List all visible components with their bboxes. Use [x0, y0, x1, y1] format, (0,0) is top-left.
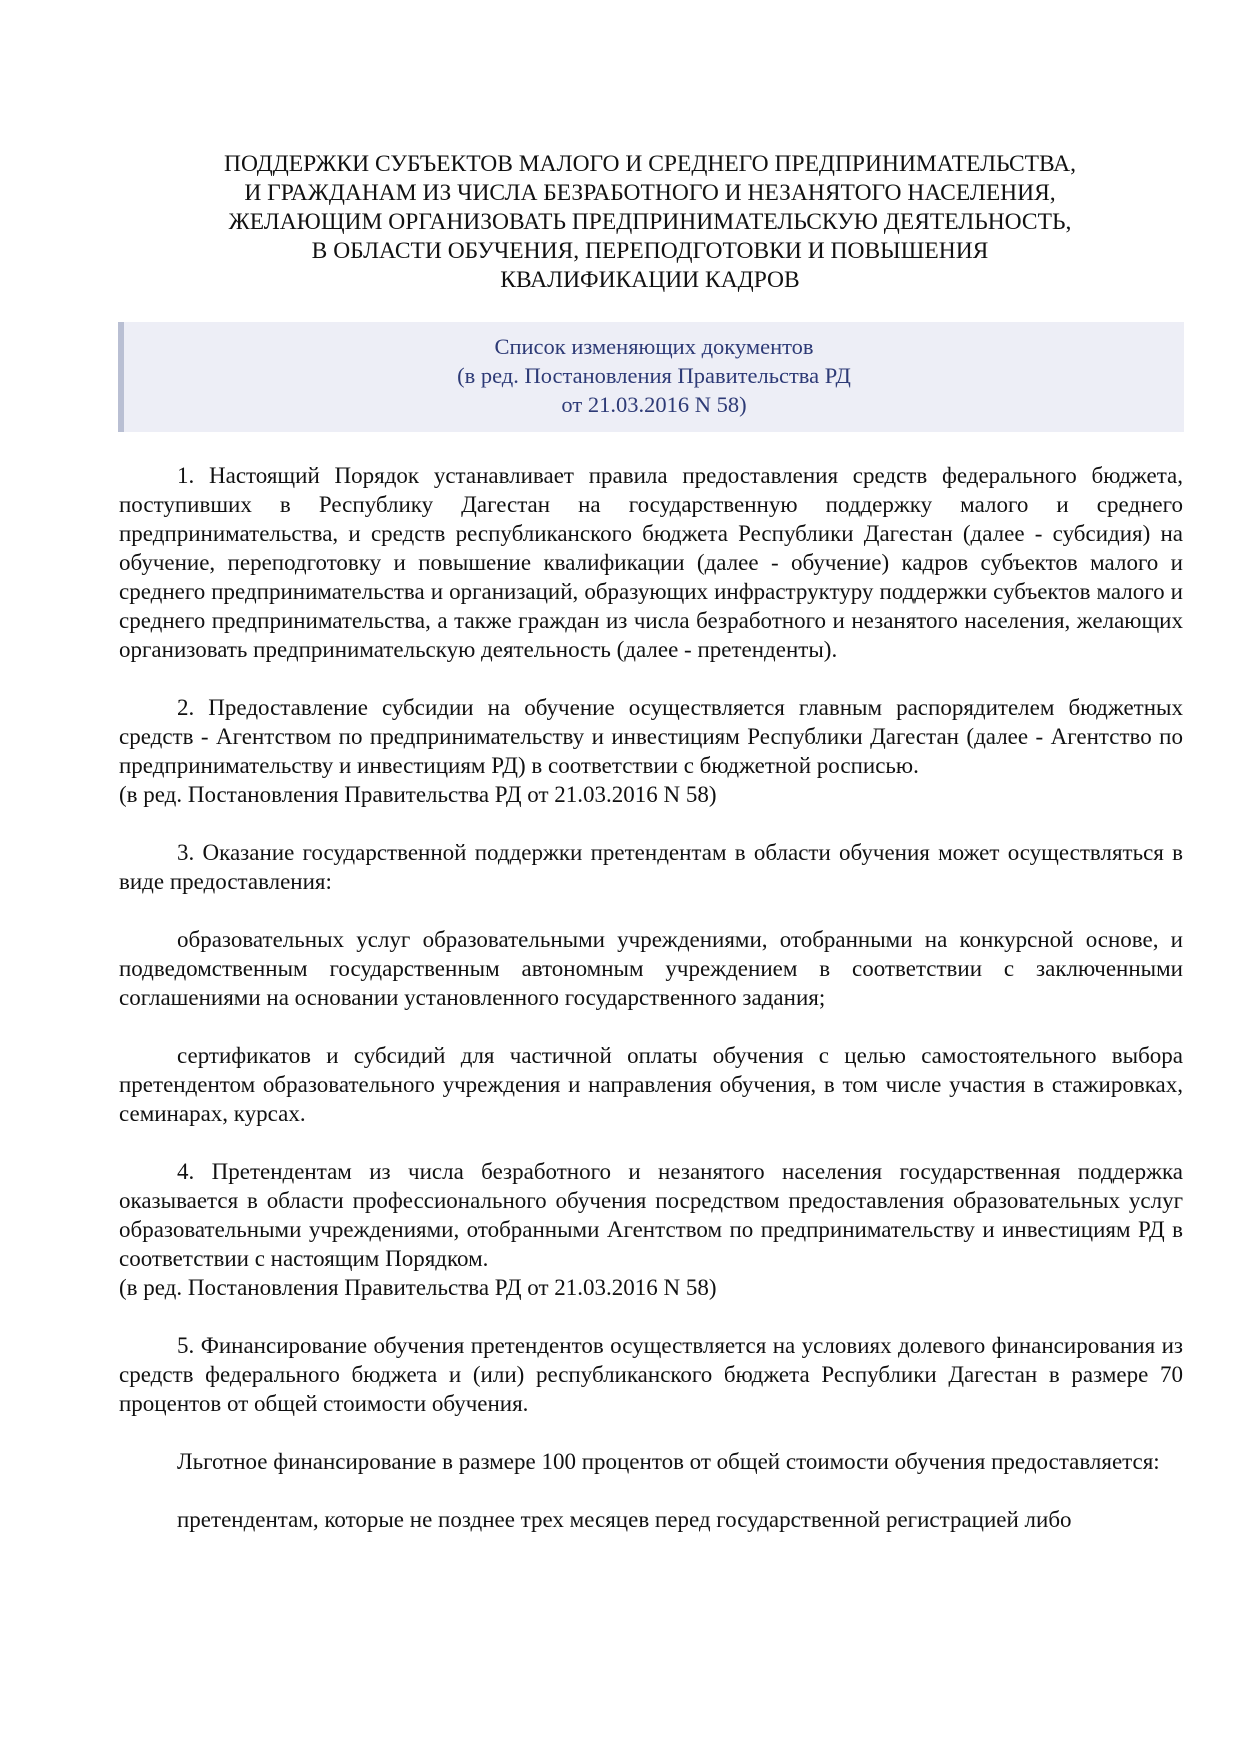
amendment-note-2: (в ред. Постановления Правительства РД от 21.03.2016 N 58): [119, 1275, 717, 1300]
document-body: [119, 461, 1183, 1534]
paragraph-1: 1. Настоящий Порядок устанавливает правила предоставления средств федерального бюджета, поступивших в Республику Дагестан на государственную поддержку малого и среднего предпринимательства, и средств республиканского бюджета Республики Дагестан (далее - субсидия) на обучение, переподготовку и повышение квалификации (далее - обучение) кадров субъектов малого и среднего предпринимательства и организаций, образующих инфраструктуру поддержки субъектов малого и среднего предпринимательства, а также граждан из числа безработного и незанятого населения, желающих организовать предпринимательскую деятельность (далее - претенденты).: [119, 463, 1183, 662]
revisions-line-2: (в ред. Постановления Правительства РД: [457, 363, 851, 388]
title-line-5: КВАЛИФИКАЦИИ КАДРОВ: [500, 267, 800, 293]
title-line-1: ПОДДЕРЖКИ СУБЪЕКТОВ МАЛОГО И СРЕДНЕГО ПРЕДПРИНИМАТЕЛЬСТВА,: [223, 151, 1077, 177]
revisions-box: [118, 322, 1184, 432]
paragraph-3: 3. Оказание государственной поддержки претендентам в области обучения может осуществляться в виде предоставления:: [119, 840, 1183, 894]
revisions-line-3: от 21.03.2016 N 58): [561, 392, 747, 417]
paragraph-4: 4. Претендентам из числа безработного и незанятого населения государственная поддержка оказывается в области профессионального обучения посредством предоставления образовательных услуг образовательными учреждениями, отобранными Агентством по предпринимательству и инвестициям РД в соответствии с настоящим Порядком.: [119, 1159, 1183, 1271]
paragraph-3-item-2: сертификатов и субсидий для частичной оплаты обучения с целью самостоятельного выбора претендентом образовательного учреждения и направления обучения, в том числе участия в стажировках, семинарах, курсах.: [119, 1043, 1183, 1126]
title-line-2: И ГРАЖДАНАМ ИЗ ЧИСЛА БЕЗРАБОТНОГО И НЕЗАНЯТОГО НАСЕЛЕНИЯ,: [244, 180, 1056, 206]
paragraph-5: 5. Финансирование обучения претендентов осуществляется на условиях долевого финансирования из средств федерального бюджета и (или) республиканского бюджета Республики Дагестан в размере 70 процентов от общей стоимости обучения.: [119, 1333, 1183, 1416]
amendment-note-1: (в ред. Постановления Правительства РД от 21.03.2016 N 58): [119, 782, 717, 807]
document-title: [120, 150, 1180, 295]
paragraph-5-preferential: Льготное финансирование в размере 100 процентов от общей стоимости обучения предоставляется:: [177, 1449, 1160, 1474]
revisions-heading: Список изменяющих документов: [494, 334, 814, 359]
paragraph-2: 2. Предоставление субсидии на обучение осуществляется главным распорядителем бюджетных средств - Агентством по предпринимательству и инвестициям Республики Дагестан (далее - Агентство по предпринимательству и инвестициям РД) в соответствии с бюджетной росписью.: [119, 695, 1183, 778]
paragraph-3-item-1: образовательных услуг образовательными учреждениями, отобранными на конкурсной основе, и подведомственным государственным автономным учреждением в соответствии с заключенными соглашениями на основании установленного государственного задания;: [119, 927, 1183, 1010]
title-line-4: В ОБЛАСТИ ОБУЧЕНИЯ, ПЕРЕПОДГОТОВКИ И ПОВЫШЕНИЯ: [311, 238, 989, 264]
paragraph-5-item-1: претендентам, которые не позднее трех месяцев перед государственной регистрацией либо: [177, 1507, 1072, 1532]
title-line-3: ЖЕЛАЮЩИМ ОРГАНИЗОВАТЬ ПРЕДПРИНИМАТЕЛЬСКУЮ ДЕЯТЕЛЬНОСТЬ,: [228, 209, 1072, 235]
